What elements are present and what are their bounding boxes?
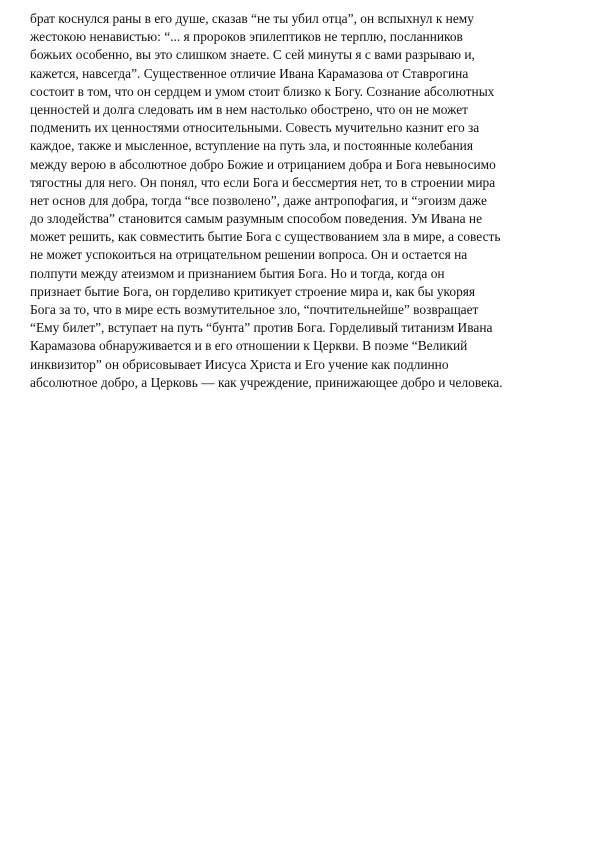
text-line: может решить, как совместить бытие Бога с существованием зла в мире, а совесть bbox=[30, 229, 501, 245]
text-line: полпути между атеизмом и признанием бытия Бога. Но и тогда, когда он bbox=[30, 265, 445, 281]
text-line: кажется, навсегда”. Существенное отличие Ивана Карамазова от Ставрогина bbox=[30, 65, 469, 81]
text-line: признает бытие Бога, он горделиво критикует строение мира и, как бы укоряя bbox=[30, 283, 476, 299]
text-line: “Ему билет”, вступает на путь “бунта” против Бога. Горделивый титанизм Ивана bbox=[30, 320, 493, 336]
text-line: состоит в том, что он сердцем и умом стоит близко к Богу. Сознание абсолютных bbox=[30, 83, 495, 99]
text-line: жестокою ненавистью: “... я пророков эпилептиков не терплю, посланников bbox=[30, 29, 463, 45]
text-line: ценностей и долга следовать им в нем настолько обострено, что он не может bbox=[30, 101, 468, 117]
text-line: нет основ для добра, тогда “все позволено”, даже антропофагия, и “эгоизм даже bbox=[30, 192, 487, 208]
body-text bbox=[30, 10, 570, 392]
text-line: брат коснулся раны в его душе, сказав “не ты убил отца”, он вспыхнул к нему bbox=[30, 11, 474, 26]
text-line: подменить их ценностями относительными. Совесть мучительно казнит его за bbox=[30, 120, 480, 136]
text-line: до злодейства” становится самым разумным способом поведения. Ум Ивана не bbox=[30, 211, 483, 227]
text-line: не может успокоиться на отрицательном решении вопроса. Он и остается на bbox=[30, 247, 468, 263]
text-line: Карамазова обнаруживается и в его отношении к Церкви. В поэме “Великий bbox=[30, 338, 468, 354]
text-line: абсолютное добро, а Церковь — как учреждение, принижающее добро и человека. bbox=[30, 374, 503, 390]
text-line: тягостны для него. Он понял, что если Бога и бессмертия нет, то в строении мира bbox=[30, 174, 496, 190]
text-line: Бога за то, что в мире есть возмутительное зло, “почтительнейше” возвращает bbox=[30, 302, 479, 317]
text-line: инквизитор” он обрисовывает Иисуса Христа и Его учение как подлинно bbox=[30, 356, 449, 372]
text-line: божьих особенно, вы это слишком знаете. С сей минуты я с вами разрываю и, bbox=[30, 47, 475, 63]
text-line: между верою в абсолютное добро Божие и отрицанием добра и Бога невыносимо bbox=[30, 156, 496, 172]
text-line: каждое, также и мысленное, вступление на путь зла, и постоянные колебания bbox=[30, 138, 473, 154]
